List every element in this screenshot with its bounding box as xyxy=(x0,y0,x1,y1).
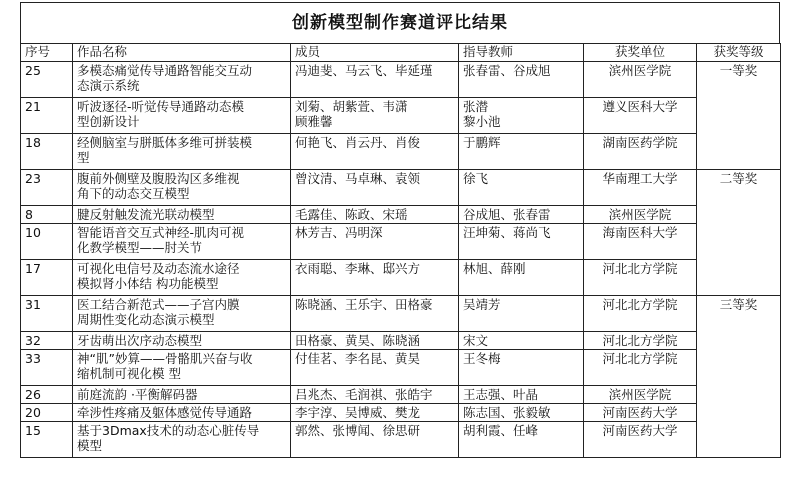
cell-name-line: 角下的动态交互模型 xyxy=(77,186,190,201)
cell-advisors-line: 汪坤菊、蒋尚飞 xyxy=(463,225,551,240)
cell-unit-line: 河北北方学院 xyxy=(602,297,678,312)
cell-name xyxy=(73,224,291,260)
cell-no-line: 21 xyxy=(25,99,41,114)
cell-no-line: 33 xyxy=(25,351,41,366)
cell-advisors-line: 于鹏辉 xyxy=(463,135,501,150)
cell-advisors xyxy=(459,260,584,296)
cell-advisors-line: 黎小池 xyxy=(463,114,501,129)
cell-advisors xyxy=(459,386,584,404)
cell-name xyxy=(73,332,291,350)
cell-unit xyxy=(584,134,697,170)
cell-advisors-line: 张春雷、谷成旭 xyxy=(463,63,551,78)
cell-no-line: 25 xyxy=(25,63,41,78)
cell-no-line: 26 xyxy=(25,387,41,402)
cell-members xyxy=(291,350,459,386)
cell-no xyxy=(21,296,73,332)
cell-advisors xyxy=(459,224,584,260)
cell-no xyxy=(21,206,73,224)
cell-members xyxy=(291,404,459,422)
table-row xyxy=(21,260,781,296)
table-row xyxy=(21,206,781,224)
header-advisors: 指导教师 xyxy=(459,44,584,62)
cell-advisors xyxy=(459,170,584,206)
table-row xyxy=(21,386,781,404)
cell-members-line: 郭然、张博闻、徐思研 xyxy=(295,423,421,438)
cell-unit xyxy=(584,350,697,386)
cell-advisors-line: 陈志国、张毅敏 xyxy=(463,405,551,420)
cell-advisors xyxy=(459,62,584,98)
cell-advisors xyxy=(459,332,584,350)
cell-name-line: 模拟肾小体结 构功能模型 xyxy=(77,276,219,291)
cell-members xyxy=(291,134,459,170)
cell-name-line: 模型 xyxy=(77,438,103,453)
cell-unit-line: 河北北方学院 xyxy=(602,333,678,348)
header-row xyxy=(21,44,781,62)
header-name: 作品名称 xyxy=(73,44,291,62)
cell-name xyxy=(73,98,291,134)
cell-award-line: 三等奖 xyxy=(719,297,758,312)
cell-members xyxy=(291,170,459,206)
table-row xyxy=(21,170,781,206)
cell-unit xyxy=(584,386,697,404)
cell-members xyxy=(291,296,459,332)
cell-unit-line: 河北北方学院 xyxy=(602,261,678,276)
cell-unit xyxy=(584,206,697,224)
cell-advisors-line: 胡利霞、任峰 xyxy=(463,423,539,438)
cell-members-line: 吕兆杰、毛润祺、张皓宇 xyxy=(295,387,433,402)
table-row xyxy=(21,332,781,350)
cell-advisors xyxy=(459,422,584,458)
table-row xyxy=(21,296,781,332)
header-award: 获奖等级 xyxy=(697,44,781,62)
table-row xyxy=(21,134,781,170)
cell-advisors-line: 徐飞 xyxy=(463,171,489,186)
cell-unit-line: 华南理工大学 xyxy=(602,171,678,186)
table-row xyxy=(21,224,781,260)
cell-advisors-line: 宋文 xyxy=(463,333,489,348)
cell-unit-line: 湖南医药学院 xyxy=(602,135,678,150)
cell-no xyxy=(21,422,73,458)
cell-advisors xyxy=(459,206,584,224)
cell-name-line: 神“肌”妙算——骨骼肌兴奋与收 xyxy=(77,351,253,366)
cell-name-line: 医工结合新范式——子宫内膜 xyxy=(77,297,240,312)
cell-advisors xyxy=(459,134,584,170)
cell-award-line: 一等奖 xyxy=(719,63,758,78)
cell-members-line: 衣雨聪、李琳、邸兴方 xyxy=(295,261,421,276)
cell-members-line: 冯迪斐、马云飞、毕延瑾 xyxy=(295,63,433,78)
cell-unit xyxy=(584,404,697,422)
cell-members-line: 付佳茗、李名昆、黄昊 xyxy=(295,351,421,366)
cell-no-line: 23 xyxy=(25,171,41,186)
cell-members xyxy=(291,260,459,296)
cell-name-line: 态演示系统 xyxy=(77,78,140,93)
results-sheet xyxy=(20,2,780,458)
cell-advisors xyxy=(459,404,584,422)
cell-unit xyxy=(584,422,697,458)
cell-name-line: 基于3Dmax技术的动态心脏传导 xyxy=(77,423,260,438)
cell-members-line: 林芳吉、冯明深 xyxy=(295,225,383,240)
cell-no-line: 20 xyxy=(25,405,41,420)
header-no: 序号 xyxy=(21,44,73,62)
cell-name-line: 前庭流韵 ·平衡解码器 xyxy=(77,387,198,402)
cell-name-line: 化教学模型——肘关节 xyxy=(77,240,203,255)
cell-advisors-line: 谷成旭、张春雷 xyxy=(463,207,551,222)
cell-name-line: 智能语音交互式神经-肌肉可视 xyxy=(77,225,245,240)
cell-unit xyxy=(584,296,697,332)
cell-no-line: 31 xyxy=(25,297,41,312)
cell-name xyxy=(73,296,291,332)
cell-no-line: 18 xyxy=(25,135,41,150)
cell-no-line: 8 xyxy=(25,207,33,222)
cell-name-line: 听波逐径-听觉传导通路动态模 xyxy=(77,99,245,114)
cell-members xyxy=(291,422,459,458)
cell-name-line: 周期性变化动态演示模型 xyxy=(77,312,215,327)
table-row xyxy=(21,98,781,134)
cell-members-line: 曾汶清、马卓琳、袁领 xyxy=(295,171,421,186)
table-row xyxy=(21,404,781,422)
cell-advisors xyxy=(459,98,584,134)
cell-advisors-line: 王冬梅 xyxy=(463,351,501,366)
cell-no-line: 17 xyxy=(25,261,41,276)
cell-name xyxy=(73,134,291,170)
document-title: 创新模型制作赛道评比结果 xyxy=(20,2,780,43)
cell-members xyxy=(291,98,459,134)
cell-unit-line: 遵义医科大学 xyxy=(602,99,678,114)
cell-members-line: 李宇淳、吴博威、樊龙 xyxy=(295,405,421,420)
cell-name xyxy=(73,404,291,422)
table-row xyxy=(21,422,781,458)
cell-unit-line: 河南医药大学 xyxy=(602,405,678,420)
cell-unit-line: 河南医药大学 xyxy=(602,423,678,438)
cell-advisors-line: 张潜 xyxy=(463,99,489,114)
cell-members-line: 顾雅馨 xyxy=(295,114,333,129)
cell-name xyxy=(73,260,291,296)
cell-unit xyxy=(584,224,697,260)
cell-no xyxy=(21,98,73,134)
cell-name xyxy=(73,206,291,224)
cell-advisors-line: 林旭、薛刚 xyxy=(463,261,526,276)
header-unit: 获奖单位 xyxy=(584,44,697,62)
cell-unit-line: 河北北方学院 xyxy=(602,351,678,366)
cell-members-line: 何艳飞、肖云丹、肖俊 xyxy=(295,135,421,150)
cell-advisors xyxy=(459,296,584,332)
cell-members xyxy=(291,206,459,224)
cell-name-line: 型创新设计 xyxy=(77,114,140,129)
cell-members-line: 刘菊、胡紫萱、韦潇 xyxy=(295,99,408,114)
cell-unit xyxy=(584,332,697,350)
table-row xyxy=(21,62,781,98)
cell-no xyxy=(21,332,73,350)
cell-name-line: 腹前外侧壁及腹股沟区多维视 xyxy=(77,171,240,186)
table-body xyxy=(21,62,781,458)
cell-name-line: 牙齿萌出次序动态模型 xyxy=(77,333,203,348)
cell-name-line: 经侧脑室与胼胝体多维可拼装模 xyxy=(77,135,253,150)
cell-members xyxy=(291,62,459,98)
cell-members xyxy=(291,224,459,260)
cell-name-line: 腱反射触发流光联动模型 xyxy=(77,207,215,222)
cell-no xyxy=(21,224,73,260)
table-row xyxy=(21,350,781,386)
cell-unit-line: 滨州医学院 xyxy=(608,387,672,402)
cell-members xyxy=(291,332,459,350)
cell-advisors-line: 吴靖芳 xyxy=(463,297,501,312)
cell-name-line: 可视化电信号及动态流水途径 xyxy=(77,261,240,276)
cell-unit-line: 滨州医学院 xyxy=(608,207,672,222)
cell-name-line: 型 xyxy=(77,150,90,165)
cell-no-line: 15 xyxy=(25,423,41,438)
cell-award-line: 二等奖 xyxy=(719,171,758,186)
cell-unit xyxy=(584,260,697,296)
cell-name xyxy=(73,386,291,404)
cell-award xyxy=(697,296,781,458)
cell-members-line: 毛露佳、陈政、宋瑶 xyxy=(295,207,408,222)
cell-name xyxy=(73,62,291,98)
cell-name xyxy=(73,170,291,206)
cell-name-line: 缩机制可视化模 型 xyxy=(77,366,181,381)
cell-name-line: 牵涉性疼痛及躯体感觉传导通路 xyxy=(77,405,253,420)
cell-name xyxy=(73,350,291,386)
cell-unit xyxy=(584,62,697,98)
cell-no xyxy=(21,134,73,170)
cell-name xyxy=(73,422,291,458)
cell-no xyxy=(21,62,73,98)
cell-no xyxy=(21,170,73,206)
cell-award xyxy=(697,170,781,296)
header-members: 成员 xyxy=(291,44,459,62)
cell-name-line: 多模态痛觉传导通路智能交互动 xyxy=(77,63,253,78)
cell-no-line: 10 xyxy=(25,225,41,240)
cell-no xyxy=(21,350,73,386)
cell-no xyxy=(21,260,73,296)
cell-no xyxy=(21,386,73,404)
cell-unit-line: 海南医科大学 xyxy=(602,225,678,240)
cell-advisors-line: 王志强、叶晶 xyxy=(463,387,539,402)
cell-no-line: 32 xyxy=(25,333,41,348)
cell-unit xyxy=(584,170,697,206)
cell-members-line: 陈晓涵、王乐宇、田格豪 xyxy=(295,297,433,312)
cell-award xyxy=(697,62,781,170)
cell-advisors xyxy=(459,350,584,386)
results-table xyxy=(20,43,781,458)
cell-members-line: 田格豪、黄昊、陈晓涵 xyxy=(295,333,421,348)
cell-unit xyxy=(584,98,697,134)
cell-members xyxy=(291,386,459,404)
cell-no xyxy=(21,404,73,422)
cell-unit-line: 滨州医学院 xyxy=(608,63,672,78)
